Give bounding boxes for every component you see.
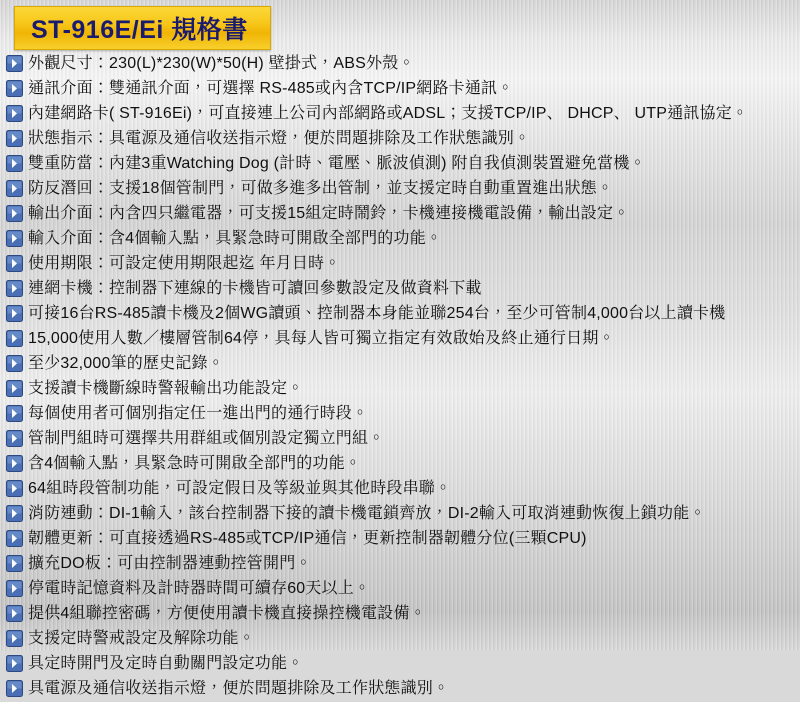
spec-item-text: 韌體更新：可直接透過RS-485或TCP/IP通信，更新控制器韌體分位(三顆CPU) [28, 530, 587, 547]
chevron-right-icon [6, 530, 23, 547]
spec-item-text: 支援定時警戒設定及解除功能。 [28, 630, 255, 647]
list-item [6, 377, 796, 402]
spec-item-text: 可接16台RS-485讀卡機及2個WG讀頭、控制器本身能並聯254台，至少可管制4,000台以上讀卡機 [28, 305, 726, 322]
spec-item-text: 防反潛回：支援18個管制門，可做多進多出管制，並支援定時自動重置進出狀態。 [28, 180, 614, 197]
chevron-right-icon [6, 505, 23, 522]
spec-item-text: 擴充DO板：可由控制器連動控管開門。 [28, 555, 312, 572]
spec-item-text: 使用期限：可設定使用期限起迄 年月日時。 [28, 255, 341, 272]
chevron-right-icon [6, 155, 23, 172]
chevron-right-icon [6, 555, 23, 572]
list-item [6, 652, 796, 677]
chevron-right-icon [6, 230, 23, 247]
chevron-right-icon [6, 105, 23, 122]
list-item [6, 402, 796, 427]
list-item [6, 627, 796, 652]
chevron-right-icon [6, 305, 23, 322]
list-item [6, 552, 796, 577]
chevron-right-icon [6, 455, 23, 472]
spec-item-text: 消防連動：DI-1輸入，該台控制器下接的讀卡機電鎖齊放，DI-2輸入可取消連動恢復上鎖功能。 [28, 505, 706, 522]
chevron-right-icon [6, 405, 23, 422]
list-item [6, 602, 796, 627]
spec-item-text: 具電源及通信收送指示燈，便於問題排除及工作狀態識別。 [28, 680, 450, 697]
list-item [6, 327, 796, 352]
spec-item-text: 輸入介面：含4個輸入點，具緊急時可開啟全部門的功能。 [28, 230, 443, 247]
spec-item-text: 連網卡機：控制器下連線的卡機皆可讀回參數設定及做資料下載 [28, 280, 482, 297]
list-item [6, 252, 796, 277]
spec-item-text: 通訊介面：雙通訊介面，可選擇 RS-485或內含TCP/IP網路卡通訊。 [28, 80, 514, 97]
spec-item-text: 15,000使用人數／樓層管制64停，具每人皆可獨立指定有效啟始及終止通行日期。 [28, 330, 615, 347]
spec-item-text: 外觀尺寸：230(L)*230(W)*50(H) 壁掛式，ABS外殼。 [28, 55, 415, 72]
chevron-right-icon [6, 355, 23, 372]
spec-item-text: 具定時開門及定時自動關門設定功能。 [28, 655, 304, 672]
list-item [6, 452, 796, 477]
spec-item-text: 含4個輸入點，具緊急時可開啟全部門的功能。 [28, 455, 362, 472]
list-item [6, 302, 796, 327]
spec-item-text: 輸出介面：內含四只繼電器，可支援15組定時鬧鈴，卡機連接機電設備，輸出設定。 [28, 205, 630, 222]
spec-item-text: 提供4組聯控密碼，方便使用讀卡機直接操控機電設備。 [28, 605, 426, 622]
spec-item-text: 內建網路卡( ST-916Ei)，可直接連上公司內部網路或ADSL；支援TCP/IP、 DHCP、 UTP通訊協定。 [28, 105, 749, 122]
list-item [6, 577, 796, 602]
chevron-right-icon [6, 605, 23, 622]
spec-item-text: 雙重防當：內建3重Watching Dog (計時、電壓、脈波偵測) 附自我偵測裝置避免當機。 [28, 155, 646, 172]
list-item [6, 527, 796, 552]
chevron-right-icon [6, 430, 23, 447]
list-item [6, 152, 796, 177]
spec-item-text: 至少32,000筆的歷史記錄。 [28, 355, 224, 372]
spec-item-text: 支援讀卡機斷線時警報輸出功能設定。 [28, 380, 304, 397]
chevron-right-icon [6, 655, 23, 672]
spec-item-text: 64組時段管制功能，可設定假日及等級並與其他時段串聯。 [28, 480, 452, 497]
chevron-right-icon [6, 380, 23, 397]
spec-item-text: 停電時記憶資料及計時器時間可續存60天以上。 [28, 580, 371, 597]
list-item [6, 177, 796, 202]
page-title-banner [14, 6, 271, 50]
list-item [6, 127, 796, 152]
list-item [6, 352, 796, 377]
list-item [6, 202, 796, 227]
chevron-right-icon [6, 180, 23, 197]
chevron-right-icon [6, 330, 23, 347]
chevron-right-icon [6, 480, 23, 497]
chevron-right-icon [6, 55, 23, 72]
spec-item-text: 狀態指示：具電源及通信收送指示燈，便於問題排除及工作狀態識別。 [28, 130, 531, 147]
list-item [6, 277, 796, 302]
list-item [6, 477, 796, 502]
chevron-right-icon [6, 580, 23, 597]
list-item [6, 502, 796, 527]
list-item [6, 227, 796, 252]
chevron-right-icon [6, 130, 23, 147]
list-item [6, 102, 796, 127]
list-item [6, 52, 796, 77]
chevron-right-icon [6, 680, 23, 697]
chevron-right-icon [6, 205, 23, 222]
spec-item-text: 管制門組時可選擇共用群組或個別設定獨立門組。 [28, 430, 385, 447]
chevron-right-icon [6, 630, 23, 647]
chevron-right-icon [6, 255, 23, 272]
page-title: ST-916E/Ei 規格書 [31, 16, 248, 44]
spec-list [6, 52, 796, 702]
spec-item-text: 每個使用者可個別指定任一進出門的通行時段。 [28, 405, 369, 422]
list-item [6, 427, 796, 452]
list-item [6, 677, 796, 702]
chevron-right-icon [6, 280, 23, 297]
list-item [6, 77, 796, 102]
chevron-right-icon [6, 80, 23, 97]
